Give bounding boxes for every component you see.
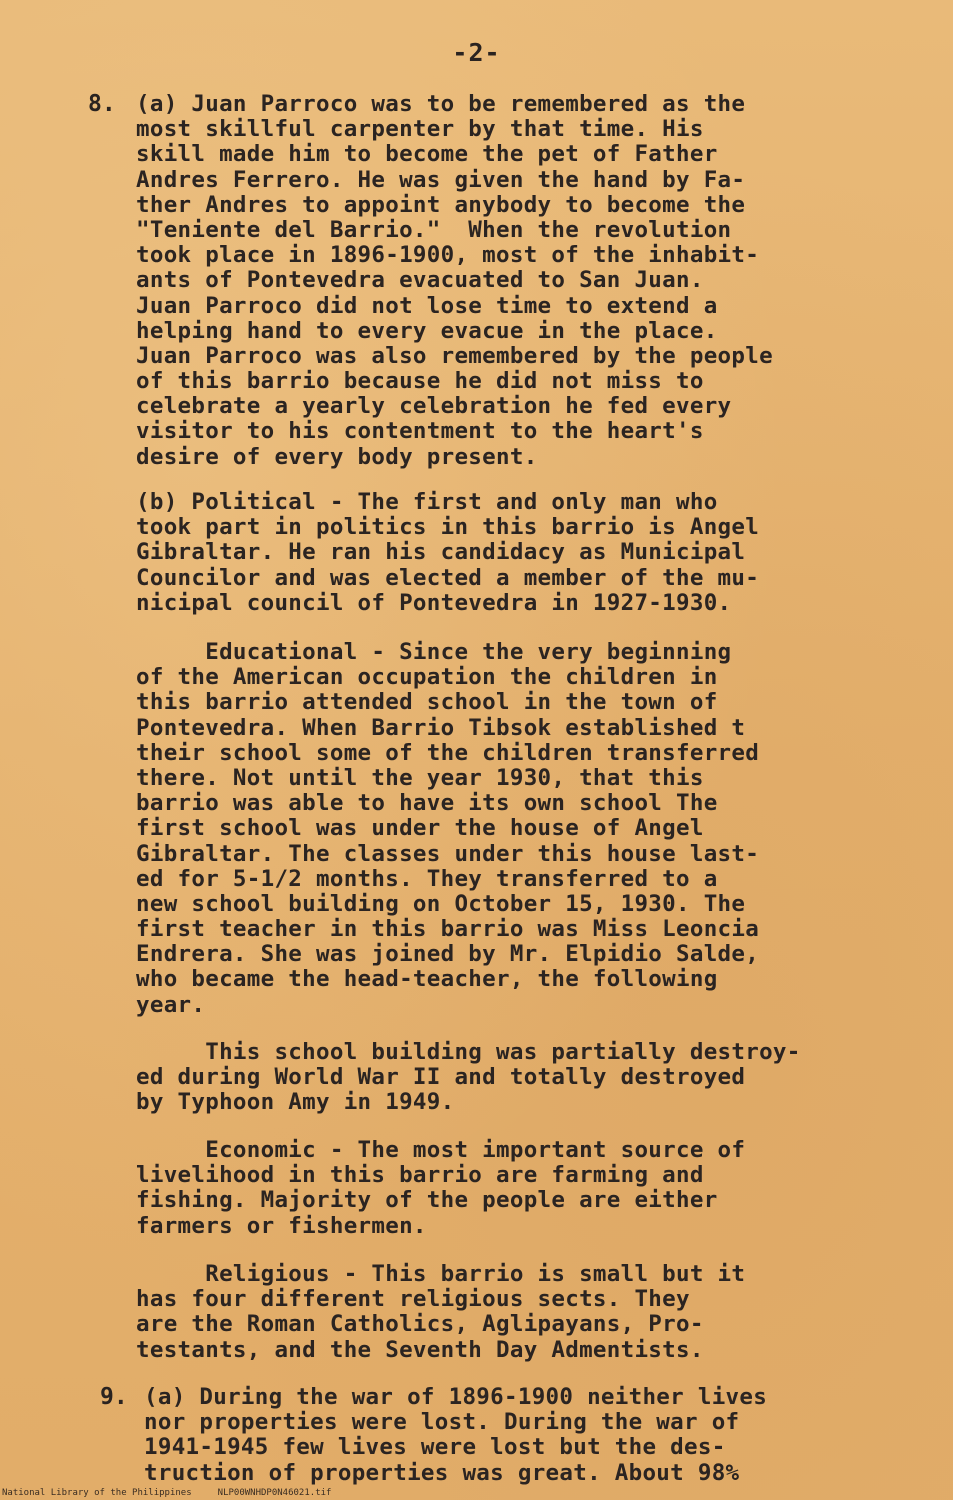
text-line: of this barrio because he did not miss to: [136, 368, 704, 395]
paragraph-educational: [136, 640, 759, 1018]
text-line: helping hand to every evacue in the place.: [136, 317, 718, 344]
paragraph-religious: [136, 1262, 745, 1363]
text-line: Gibraltar. He ran his candidacy as Municipal: [136, 539, 746, 566]
paragraph-9a: [144, 1385, 767, 1486]
text-line: has four different religious sects. They: [136, 1286, 690, 1313]
text-line: ants of Pontevedra evacuated to San Juan.: [136, 267, 704, 294]
text-line: most skillful carpenter by that time. His: [136, 116, 704, 143]
text-line: Religious - This barrio is small but it: [136, 1261, 746, 1287]
paragraph-8b-political: [136, 490, 759, 616]
text-line: Economic - The most important source of: [136, 1137, 746, 1163]
text-line: "Teniente del Barrio." When the revolution: [136, 216, 732, 243]
text-line: nor properties were lost. During the war of: [144, 1409, 740, 1436]
footer-file-id: NLP00WNHDP0N46021.tif: [217, 1488, 332, 1498]
text-line: 1941-1945 few lives were lost but the des-: [144, 1434, 726, 1461]
text-line: fishing. Majority of the people are either: [136, 1187, 718, 1214]
text-line: took part in politics in this barrio is Angel: [136, 514, 760, 541]
text-line: desire of every body present.: [136, 443, 538, 470]
text-line: first school was under the house of Angel: [136, 815, 704, 842]
text-line: there. Not until the year 1930, that this: [136, 764, 704, 791]
text-line: celebrate a yearly celebration he fed every: [136, 393, 732, 420]
text-line: skill made him to become the pet of Father: [136, 141, 718, 168]
paragraph-economic: [136, 1138, 745, 1239]
paragraph-8a: [136, 92, 773, 470]
text-line: ed for 5-1/2 months. They transferred to a: [136, 865, 718, 892]
text-line: year.: [136, 991, 206, 1018]
text-line: (a) During the war of 1896-1900 neither lives: [144, 1384, 768, 1410]
text-line: barrio was able to have its own school The: [136, 790, 718, 817]
text-line: Educational - Since the very beginning: [136, 639, 732, 665]
text-line: Pontevedra. When Barrio Tibsok established t: [136, 714, 746, 741]
text-line: Gibraltar. The classes under this house last-: [136, 840, 760, 867]
page-number: -2-: [452, 38, 501, 67]
text-line: visitor to his contentment to the heart's: [136, 418, 704, 445]
text-line: (a) Juan Parroco was to be remembered as the: [136, 91, 746, 117]
text-line: took place in 1896-1900, most of the inhabit-: [136, 242, 760, 269]
text-line: Councilor and was elected a member of the mu-: [136, 564, 760, 591]
text-line: Juan Parroco did not lose time to extend a: [136, 292, 718, 319]
text-line: livelihood in this barrio are farming and: [136, 1162, 704, 1189]
text-line: new school building on October 15, 1930. The: [136, 890, 746, 917]
text-line: this barrio attended school in the town of: [136, 689, 718, 716]
text-line: This school building was partially destroy-: [136, 1039, 801, 1065]
text-line: ed during World War II and totally destroyed: [136, 1064, 746, 1091]
text-line: are the Roman Catholics, Aglipayans, Pro-: [136, 1311, 704, 1338]
text-line: of the American occupation the children in: [136, 664, 718, 691]
scan-footer: [2, 1488, 357, 1498]
text-line: Endrera. She was joined by Mr. Elpidio Salde,: [136, 941, 760, 968]
text-line: who became the head-teacher, the following: [136, 966, 718, 993]
footer-library: National Library of the Philippines: [2, 1488, 192, 1498]
text-line: first teacher in this barrio was Miss Leoncia: [136, 916, 760, 943]
text-line: ther Andres to appoint anybody to become the: [136, 191, 746, 218]
item-number-8: 8.: [88, 91, 116, 117]
text-line: Juan Parroco was also remembered by the people: [136, 342, 773, 369]
text-line: (b) Political - The first and only man who: [136, 489, 718, 515]
text-line: truction of properties was great. About 98%: [144, 1459, 740, 1486]
text-line: their school some of the children transferred: [136, 739, 760, 766]
text-line: farmers or fishermen.: [136, 1212, 427, 1239]
text-line: by Typhoon Amy in 1949.: [136, 1089, 455, 1116]
item-number-9: 9.: [100, 1384, 128, 1410]
paragraph-school-destroyed: [136, 1040, 801, 1116]
text-line: nicipal council of Pontevedra in 1927-1930.: [136, 589, 732, 616]
text-line: Andres Ferrero. He was given the hand by Fa-: [136, 166, 746, 193]
text-line: testants, and the Seventh Day Admentists.: [136, 1336, 704, 1363]
